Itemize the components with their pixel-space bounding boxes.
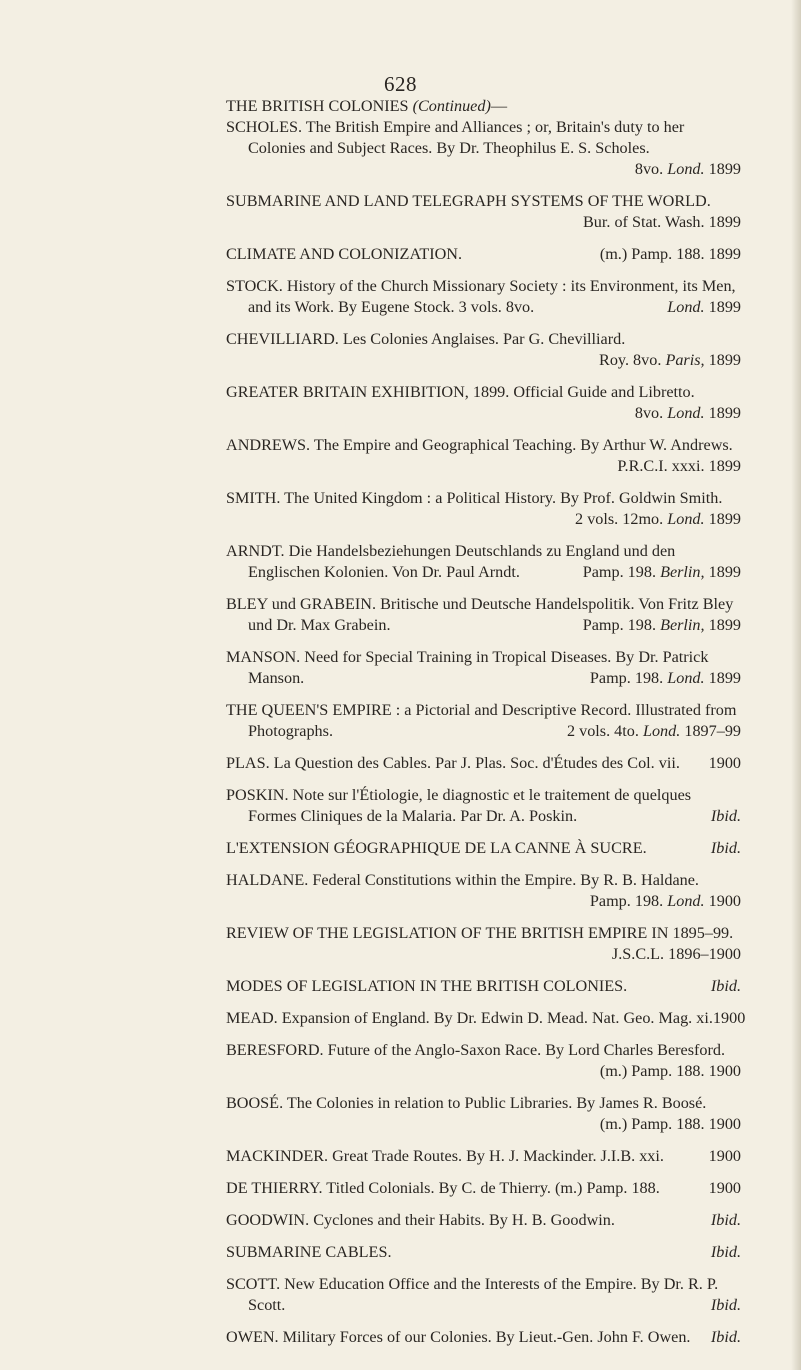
- entry-format: 3 vols. 8vo.: [458, 298, 535, 316]
- entry-text: HALDANE. Federal Constitutions within the Empire. By R. B. Haldane.: [226, 871, 699, 889]
- bibliography-entry: [226, 191, 741, 233]
- bibliography-entry: [226, 488, 741, 530]
- entry-imprint: Ibid.: [710, 807, 741, 825]
- bibliography-entry: [226, 1178, 741, 1199]
- entry-imprint: P.R.C.I. xxxi. 1899: [617, 457, 741, 475]
- entry-text: THE QUEEN'S EMPIRE : a Pictorial and Descriptive Record. Illustrated from Photographs.: [226, 701, 737, 740]
- bibliography-entry: [226, 329, 741, 371]
- entry-text: SMITH. The United Kingdom : a Political History. By Prof. Goldwin Smith.: [226, 489, 723, 507]
- entry-line: [226, 1242, 741, 1263]
- entry-imprint: 2 vols. 12mo. Lond. 1899: [575, 510, 741, 528]
- entry-text: MANSON. Need for Special Training in Tropical Diseases. By Dr. Patrick Manson.: [226, 648, 709, 687]
- bibliography-entry: [226, 1008, 746, 1029]
- entry-line: [226, 1146, 741, 1167]
- bibliography-entry: [226, 1274, 741, 1316]
- entry-text: MACKINDER. Great Trade Routes. By H. J. Mackinder. J.I.B. xxi.: [226, 1147, 664, 1165]
- entry-text: SCOTT. New Education Office and the Interests of the Empire. By Dr. R. P. Scott.: [226, 1275, 719, 1314]
- bibliography-entry: [226, 923, 741, 965]
- entry-line: [226, 976, 741, 997]
- bibliography-entry: [226, 1040, 741, 1082]
- bibliography-entry: [226, 1327, 741, 1348]
- entry-line: [226, 1210, 741, 1231]
- entry-imprint: 1900: [708, 1147, 741, 1165]
- entry-line: [226, 244, 741, 265]
- bibliography-entry: [226, 1146, 741, 1167]
- bibliography-entry: [226, 117, 741, 180]
- entries-container: [226, 117, 746, 1348]
- bibliography-entry: [226, 594, 741, 636]
- bibliography-entry: [226, 382, 741, 424]
- page-number: 628: [384, 72, 417, 96]
- bibliography-entry: [226, 976, 741, 997]
- entry-imprint: J.S.C.L. 1896–1900: [611, 945, 741, 963]
- entry-line: [226, 838, 741, 859]
- entry-line: [226, 753, 741, 774]
- bibliography-entry: [226, 838, 741, 859]
- entry-text: L'EXTENSION GÉOGRAPHIQUE DE LA CANNE À SUCRE.: [226, 839, 647, 857]
- bibliography-entry: [226, 435, 741, 477]
- bibliography-entry: [226, 785, 741, 827]
- section-title: THE BRITISH COLONIES: [226, 97, 409, 115]
- entry-imprint: Roy. 8vo. Paris, 1899: [599, 351, 741, 369]
- bibliography-entry: [226, 244, 741, 265]
- entry-imprint: Ibid.: [710, 1243, 741, 1261]
- entry-imprint: Ibid.: [710, 1296, 741, 1314]
- bibliography-entry: [226, 1093, 741, 1135]
- bibliography-entry: [226, 276, 741, 318]
- entry-imprint: Ibid.: [710, 839, 741, 857]
- bibliography-entry: [226, 870, 741, 912]
- entry-imprint: Ibid.: [710, 977, 741, 995]
- bibliography-entry: [226, 1210, 741, 1231]
- entry-imprint: 8vo. Lond. 1899: [634, 404, 741, 422]
- entry-text: MEAD. Expansion of England. By Dr. Edwin D. Mead. Nat. Geo. Mag. xi.: [226, 1009, 713, 1027]
- entry-imprint: Pamp. 198. Lond. 1899: [589, 669, 741, 687]
- bibliography-list: [226, 96, 746, 1359]
- entry-imprint: 1900: [708, 1179, 741, 1197]
- bibliography-entry: [226, 647, 741, 689]
- entry-text: SUBMARINE CABLES.: [226, 1243, 392, 1261]
- section-heading: [226, 96, 741, 117]
- page-edge-shadow: [791, 0, 801, 1370]
- entry-text: MODES OF LEGISLATION IN THE BRITISH COLONIES.: [226, 977, 628, 995]
- entry-text: STOCK. History of the Church Missionary Society : its Environment, its Men, and its Work. By Eugene Stock.: [226, 277, 736, 316]
- entry-text: OWEN. Military Forces of our Colonies. By Lieut.-Gen. John F. Owen.: [226, 1328, 691, 1346]
- entry-text: REVIEW OF THE LEGISLATION OF THE BRITISH EMPIRE IN 1895–99.: [226, 924, 734, 942]
- entry-text: BERESFORD. Future of the Anglo-Saxon Race. By Lord Charles Beresford.: [226, 1041, 726, 1059]
- entry-imprint: (m.) Pamp. 188. 1899: [599, 245, 741, 263]
- entry-text: ARNDT. Die Handelsbeziehungen Deutschlands zu England und den Englischen Kolonien. Von Dr. Paul Arndt.: [226, 542, 676, 581]
- entry-imprint: 1900: [708, 754, 741, 772]
- heading-dash: —: [490, 97, 508, 115]
- entry-text: SUBMARINE AND LAND TELEGRAPH SYSTEMS OF THE WORLD.: [226, 192, 711, 210]
- entry-text: CLIMATE AND COLONIZATION.: [226, 245, 463, 263]
- entry-imprint: Ibid.: [710, 1211, 741, 1229]
- entry-imprint: Lond. 1899: [667, 298, 741, 316]
- entry-text: DE THIERRY. Titled Colonials. By C. de Thierry. (m.) Pamp. 188.: [226, 1179, 660, 1197]
- entry-line: [226, 1008, 746, 1029]
- entry-text: ANDREWS. The Empire and Geographical Teaching. By Arthur W. Andrews.: [226, 436, 733, 454]
- entry-text: BOOSÉ. The Colonies in relation to Public Libraries. By James R. Boosé.: [226, 1094, 707, 1112]
- entry-text: GOODWIN. Cyclones and their Habits. By H. B. Goodwin.: [226, 1211, 615, 1229]
- entry-imprint: Pamp. 198. Lond. 1900: [589, 892, 741, 910]
- continued-label: (Continued): [412, 97, 491, 115]
- entry-imprint: 8vo. Lond. 1899: [634, 160, 741, 178]
- entry-imprint: Ibid.: [710, 1328, 741, 1346]
- entry-text: GREATER BRITAIN EXHIBITION, 1899. Official Guide and Libretto.: [226, 383, 695, 401]
- entry-text: SCHOLES. The British Empire and Alliances ; or, Britain's duty to her Colonies and Subject Races. By Dr. Theophilus E. S. Scholes.: [226, 118, 685, 157]
- bibliography-entry: [226, 700, 741, 742]
- entry-imprint: (m.) Pamp. 188. 1900: [599, 1062, 741, 1080]
- entry-imprint: Bur. of Stat. Wash. 1899: [582, 213, 741, 231]
- entry-imprint: 2 vols. 4to. Lond. 1897–99: [566, 722, 741, 740]
- entry-text: PLAS. La Question des Cables. Par J. Plas. Soc. d'Études des Col. vii.: [226, 754, 680, 772]
- bibliography-entry: [226, 753, 741, 774]
- entry-text: CHEVILLIARD. Les Colonies Anglaises. Par G. Chevilliard.: [226, 330, 626, 348]
- entry-line: [226, 1178, 741, 1199]
- bibliography-entry: [226, 1242, 741, 1263]
- entry-imprint: Pamp. 198. Berlin, 1899: [582, 563, 741, 581]
- entry-imprint: 1900: [712, 1009, 746, 1027]
- bibliography-entry: [226, 541, 741, 583]
- entry-imprint: Pamp. 198. Berlin, 1899: [582, 616, 741, 634]
- entry-text: BLEY und GRABEIN. Britische und Deutsche Handelspolitik. Von Fritz Bley und Dr. Max Grabein.: [226, 595, 734, 634]
- entry-imprint: (m.) Pamp. 188. 1900: [599, 1115, 741, 1133]
- entry-text: POSKIN. Note sur l'Étiologie, le diagnostic et le traitement de quelques Formes Cliniques de la Malaria. Par Dr. A. Poskin.: [226, 786, 692, 825]
